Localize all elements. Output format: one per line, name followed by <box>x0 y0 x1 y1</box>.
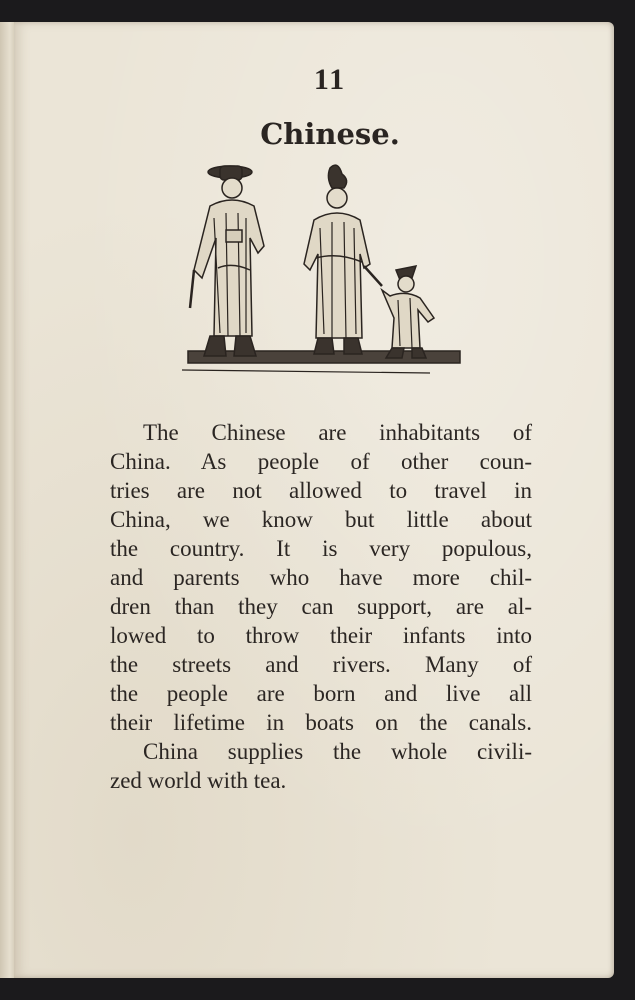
text-line: China supplies the whole civili- <box>143 739 532 764</box>
text-line: the country. It is very populous, <box>110 536 532 561</box>
page-number: 11 <box>313 63 347 96</box>
text-line: and parents who have more chil- <box>110 565 532 590</box>
text-line: tries are not allowed to travel in <box>110 478 532 503</box>
text-line: China. As people of other coun- <box>110 449 532 474</box>
text-line: zed world with tea. <box>110 768 287 793</box>
paragraph-1 <box>110 418 532 737</box>
text-line: the streets and rivers. Many of <box>110 652 532 677</box>
paragraph-2 <box>110 737 532 795</box>
woodcut-chinese-figures-icon <box>180 158 465 383</box>
text-line: dren than they can support, are al- <box>110 594 532 619</box>
text-line: China, we know but little about <box>110 507 532 532</box>
text-line: their lifetime in boats on the canals. <box>110 710 532 735</box>
previous-page-edge <box>0 22 14 978</box>
text-line: lowed to throw their infants into <box>110 623 532 648</box>
text-line: The Chinese are inhabitants of <box>143 420 532 445</box>
chapter-title: Chinese. <box>260 117 400 151</box>
body-text <box>110 418 532 795</box>
text-line: the people are born and live all <box>110 681 532 706</box>
